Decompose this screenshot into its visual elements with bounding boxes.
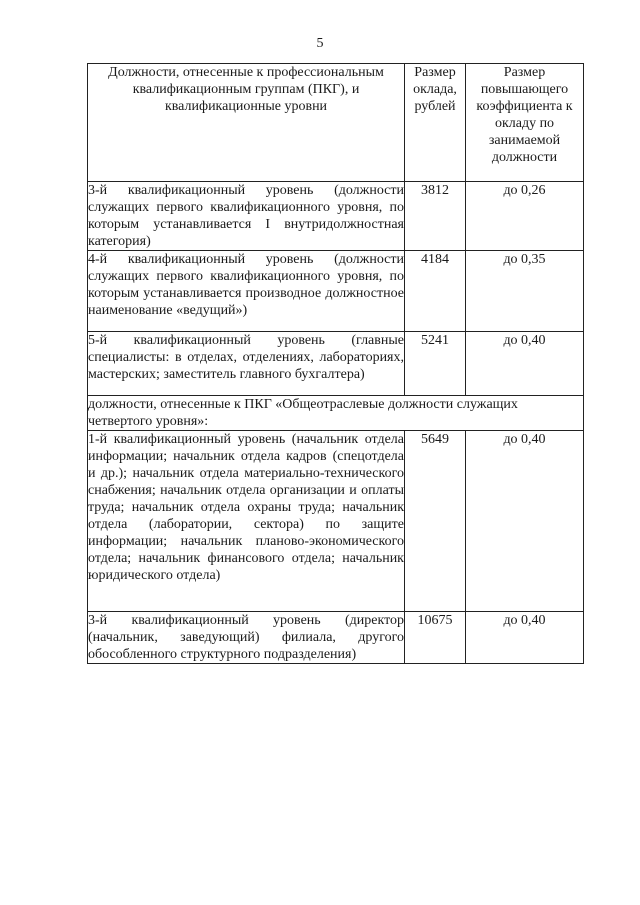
group-heading-row: [88, 396, 584, 431]
table-row: [88, 251, 584, 332]
row-coefficient: до 0,40: [466, 431, 584, 612]
header-coefficient: Размер повышающего коэффициента к окладу по занимаемой должности: [466, 64, 584, 182]
table-header-row: [88, 64, 584, 182]
row-position-name: 1-й квалификационный уровень (начальник отдела информации; начальник отдела кадров (спецотдела и др.); начальник отдела материально-технического снабжения; начальник отдела организации и оплаты труда; начальник отдела охраны труда; начальник отдела (лаборатории, сектора) по защите информации; начальник планово-экономического отдела; начальник финансового отдела; начальник юридического отдела): [88, 431, 405, 612]
row-salary: 4184: [405, 251, 466, 332]
table-row: [88, 182, 584, 251]
group-heading: должности, отнесенные к ПКГ «Общеотраслевые должности служащих четвертого уровня»:: [88, 396, 584, 431]
salary-table: [87, 63, 584, 664]
row-position-name: 5-й квалификационный уровень (главные специалисты: в отделах, отделениях, лабораториях, мастерских; заместитель главного бухгалтера): [88, 332, 405, 396]
row-salary: 10675: [405, 612, 466, 664]
row-position-name: 3-й квалификационный уровень (должности служащих первого квалификационного уровня, по которым устанавливается I внутридолжностная категория): [88, 183, 404, 249]
header-position: Должности, отнесенные к профессиональным квалификационным группам (ПКГ), и квалификационные уровни: [88, 64, 405, 182]
table-row: [88, 431, 584, 612]
row-coefficient: до 0,35: [466, 251, 584, 332]
row-salary: 5649: [405, 431, 466, 612]
row-salary: 5241: [405, 332, 466, 396]
row-position-name: 3-й квалификационный уровень (директор (начальник, заведующий) филиала, другого обособленного структурного подразделения): [88, 613, 404, 662]
row-coefficient: до 0,40: [466, 612, 584, 664]
row-coefficient: до 0,26: [466, 182, 584, 251]
row-position-name: 4-й квалификационный уровень (должности служащих первого квалификационного уровня, по которым устанавливается производное должностное наименование «ведущий»): [88, 251, 405, 332]
row-salary: 3812: [405, 182, 466, 251]
page-number: 5: [316, 36, 324, 51]
table-row: [88, 332, 584, 396]
row-coefficient: до 0,40: [466, 332, 584, 396]
header-salary: Размер оклада, рублей: [405, 64, 466, 182]
table-row: [88, 612, 584, 664]
